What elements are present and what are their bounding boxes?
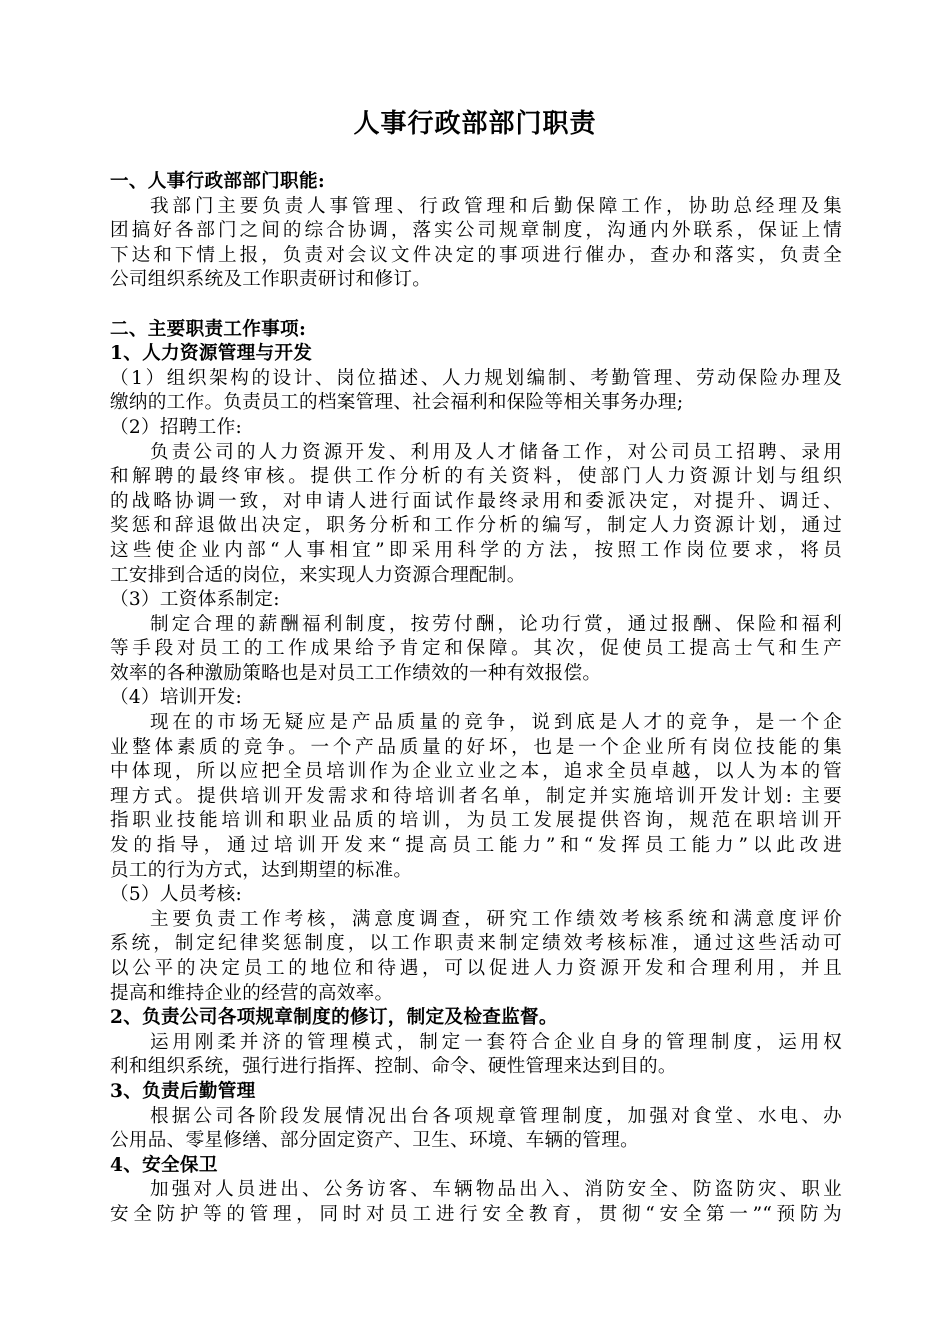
paragraph-line: 中体现，所以应把全员培训作为企业立业之本，追求全员卓越，以人为本的管 [110,761,842,783]
paragraph-line: 效率的各种激励策略也是对员工工作绩效的一种有效报偿。 [110,662,602,684]
paragraph-line: 提高和维持企业的经营的高效率。 [110,982,394,1004]
paragraph-line: 员工的行为方式，达到期望的标准。 [110,859,413,881]
paragraph-line: 制定合理的薪酬福利制度，按劳付酬，论功行赏，通过报酬、保险和福利 [150,613,842,635]
paragraph-line: 公司组织系统及工作职责研讨和修订。 [110,269,432,291]
paragraph-line: 根据公司各阶段发展情况出台各项规章管理制度，加强对食堂、水电、办 [150,1105,842,1127]
subitem-heading: （2）招聘工作: [110,416,243,438]
paragraph-line: 下达和下情上报，负责对会议文件决定的事项进行催办，查办和落实，负责全 [110,244,842,266]
subitem-heading: （5）人员考核: [110,884,243,906]
paragraph-line: 加强对人员进出、公务访客、车辆物品出入、消防安全、防盗防灾、职业 [150,1179,842,1201]
item-heading: 3、负责后勤管理 [110,1080,256,1102]
paragraph-line: 以公平的决定员工的地位和待遇，可以促进人力资源开发和合理利用，并且 [110,958,842,979]
subitem-heading: （4）培训开发: [110,687,243,709]
section-heading: 二、主要职责工作事项: [110,318,307,340]
paragraph-line: 等手段对员工的工作成果给予肯定和保障。其次，促使员工提高士气和生产 [110,638,842,660]
paragraph-line: 指职业技能培训和职业品质的培训，为员工发展提供咨询，规范在职培训开 [110,810,842,832]
item-heading: 4、安全保卫 [110,1154,218,1176]
paragraph-line: 奖惩和辞退做出决定，职务分析和工作分析的编写，制定人力资源计划，通过 [110,515,842,537]
paragraph-line: 团搞好各部门之间的综合协调，落实公司规章制度，沟通内外联系，保证上情 [110,220,842,242]
item-heading: 1、人力资源管理与开发 [110,343,313,365]
paragraph-line: 发的指导，通过培训开发来“提高员工能力”和“发挥员工能力”以此改进 [110,835,842,857]
subitem-heading: （3）工资体系制定: [110,589,280,611]
paragraph-line: 工安排到合适的岗位，来实现人力资源合理配制。 [110,564,526,586]
paragraph-line: 现在的市场无疑应是产品质量的竞争，说到底是人才的竞争，是一个企 [150,712,842,734]
paragraph-line: 主要负责工作考核，满意度调查，研究工作绩效考核系统和满意度评价 [150,908,842,930]
item-heading: 2、负责公司各项规章制度的修订，制定及检查监督。 [110,1007,558,1029]
paragraph-line: 安全防护等的管理，同时对员工进行安全教育，贯彻“安全第一”“预防为 [110,1203,842,1225]
paragraph-line: 理方式。提供培训开发需求和待培训者名单，制定并实施培训开发计划: 主要 [110,785,842,807]
blank-line [110,293,842,318]
paragraph-line: 利和组织系统，强行进行指挥、控制、命令、硬性管理来达到目的。 [110,1056,677,1078]
paragraph-line: 缴纳的工作。负责员工的档案管理、社会福利和保险等相关事务办理; [110,392,684,414]
paragraph-line: 我部门主要负责人事管理、行政管理和后勤保障工作，协助总经理及集 [150,195,842,217]
paragraph-line: 公用品、零星修缮、部分固定资产、卫生、环境、车辆的管理。 [110,1130,640,1152]
document-body [110,170,842,1228]
paragraph-line: 系统，制定纪律奖惩制度，以工作职责来制定绩效考核标准，通过这些活动可 [110,933,842,955]
paragraph-line: 这些使企业内部“人事相宜”即采用科学的方法，按照工作岗位要求，将员 [110,539,842,561]
document-title: 人事行政部部门职责 [353,109,597,139]
paragraph-line: 的战略协调一致，对申请人进行面试作最终录用和委派决定，对提升、调迁、 [110,490,842,512]
paragraph-line: 和解聘的最终审核。提供工作分析的有关资料，使部门人力资源计划与组织 [110,466,842,488]
paragraph-line: 业整体素质的竞争。一个产品质量的好坏，也是一个企业所有岗位技能的集 [110,736,842,758]
section-heading: 一、人事行政部部门职能: [110,171,325,192]
paragraph-line: 负责公司的人力资源开发、利用及人才储备工作，对公司员工招聘、录用 [150,441,842,463]
paragraph-line: （1）组织架构的设计、岗位描述、人力规划编制、考勤管理、劳动保险办理及 [110,367,842,389]
paragraph-line: 运用刚柔并济的管理模式，制定一套符合企业自身的管理制度，运用权 [150,1031,842,1053]
